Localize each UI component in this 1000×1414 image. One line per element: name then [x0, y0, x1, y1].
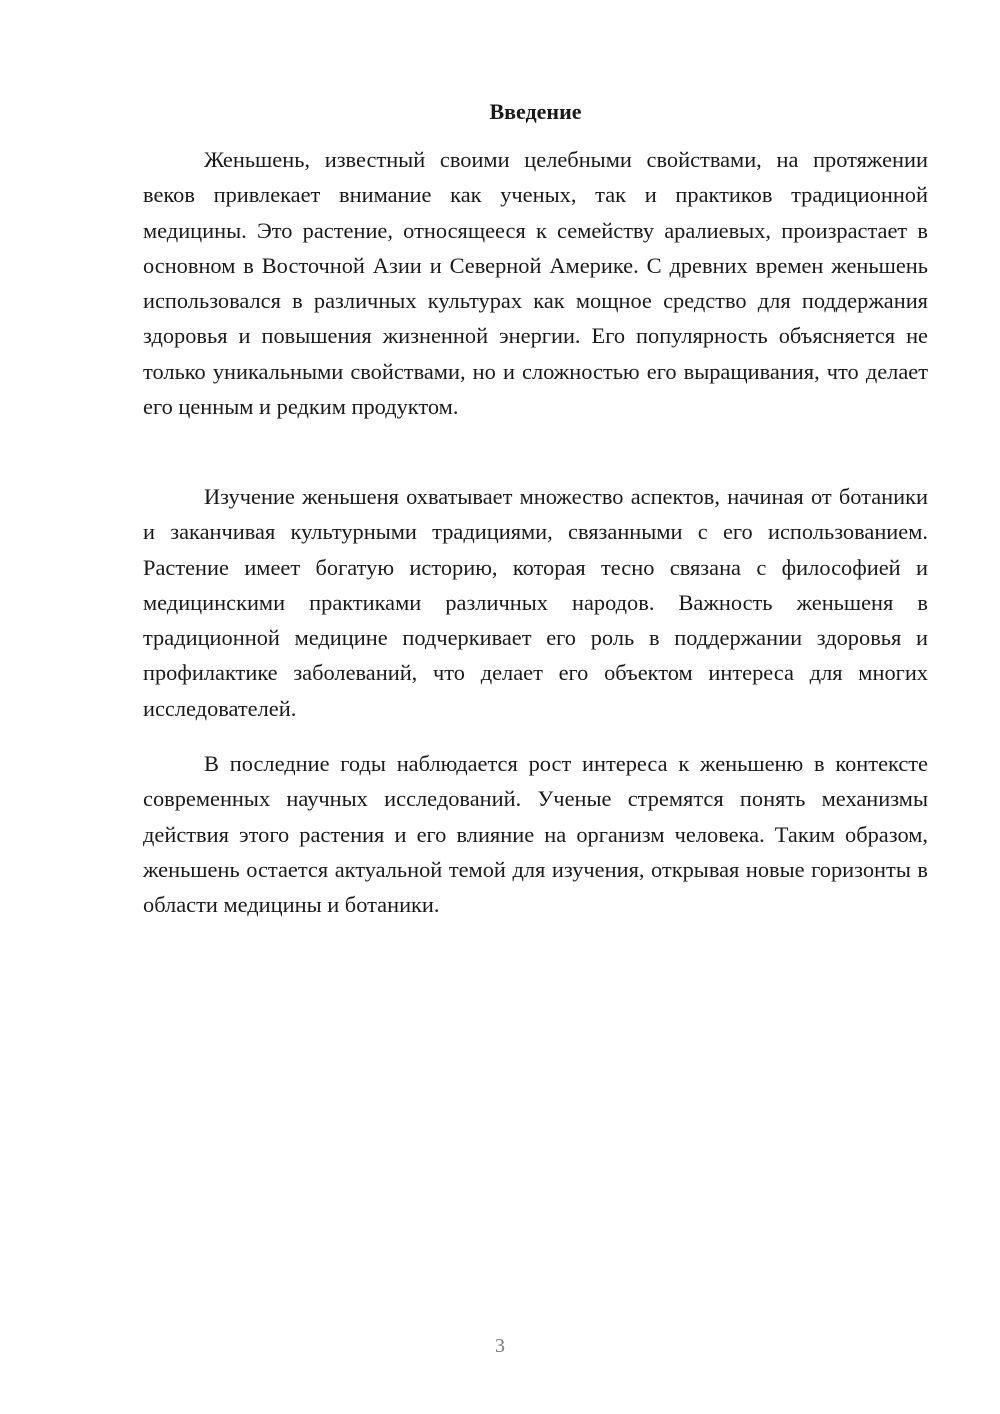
paragraph-2: Изучение женьшеня охватывает множество аспектов, начиная от ботаники и заканчивая культурными традициями, связанными с его использованием. Растение имеет богатую историю, которая тесно связана с философией и медицинскими практиками различных народов. Важность женьшеня в традиционной медицине подчеркивает его роль в поддержании здоровья и профилактике заболеваний, что делает его объектом интереса для многих исследователей. — [143, 484, 928, 721]
paragraph-1: Женьшень, известный своими целебными свойствами, на протяжении веков привлекает внимание как ученых, так и практиков традиционной медицины. Это растение, относящееся к семейству аралиевых, произрастает в основном в Восточной Азии и Северной Америке. С древних времен женьшень использовался в различных культурах как мощное средство для поддержания здоровья и повышения жизненной энергии. Его популярность объясняется не только уникальными свойствами, но и сложностью его выращивания, что делает его ценным и редким продуктом. — [143, 147, 928, 420]
section-heading: Введение — [489, 99, 582, 124]
page-number: 3 — [495, 1335, 505, 1357]
paragraph-3: В последние годы наблюдается рост интереса к женьшеню в контексте современных научных исследований. Ученые стремятся понять механизмы действия этого растения и его влияние на организм человека. Таким образом, женьшень остается актуальной темой для изучения, открывая новые горизонты в области медицины и ботаники. — [143, 751, 928, 918]
